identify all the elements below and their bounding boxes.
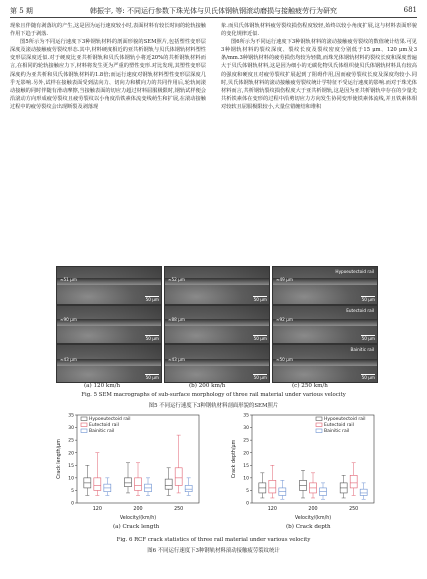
depth-label: ≈90 μm: [60, 317, 77, 322]
x-tick-label: 120: [267, 507, 277, 512]
rail-type-label: Eutectoid rail: [346, 308, 374, 313]
box-body: [125, 478, 132, 487]
issue-label: 第 5 期: [10, 7, 33, 15]
legend-swatch: [316, 429, 322, 433]
running-title: 韩振宇, 等: 不同运行参数下珠光体与贝氏体钢轨钢滚动磨损与接触疲劳行为研究: [89, 7, 338, 15]
sem-panel: [272, 344, 378, 383]
fig5-subcaption-c: (c) 250 km/h: [292, 383, 328, 389]
legend-label: Bainitic rail: [89, 429, 115, 434]
fig5-subcaption-b: (b) 200 km/h: [189, 383, 226, 389]
box-body: [269, 480, 276, 493]
y-axis-label: Crack depth/μm: [232, 439, 237, 479]
scale-label: 50 μm: [145, 375, 159, 380]
scale-label: 50 μm: [361, 297, 375, 302]
fig5-caption-en: Fig. 5 SEM macrographs of sub-surface morphology of three rail material under various velocity: [81, 392, 346, 398]
paragraph: 象.而贝氏体钢轨材料疲劳裂纹损伤程度较轻,始终以较小角度扩展,这与材料表面形貌的变化规律近似.: [221, 23, 417, 38]
legend-swatch: [316, 423, 322, 427]
sem-panel: [56, 305, 162, 344]
scale-label: 50 μm: [361, 336, 375, 341]
x-tick-label: 200: [133, 507, 143, 512]
x-tick-label: 250: [349, 507, 359, 512]
y-tick-label: 35: [68, 413, 74, 419]
x-tick-label: 200: [308, 507, 318, 512]
paragraph: 图5所示为不同运行速度下3种钢轨材料的剖面形貌的SEM照片,包括塑性变形层深度及滚动接触疲劳裂纹形态.其中,材料硬度相近的亚共析钢轨与贝氏体钢轨材料塑性变形层深度近似.对于硬度比亚共析钢轨和贝氏体钢轨小将近20%的共析钢轨材料而言,在相同的轮轨接触应力下,材料将发生更为严重的塑性变形.对比发现,其塑性变形层深度约为亚共析和贝氏体钢轨材料的1.8倍;而运行速度对钢轨材料塑性变形层深度几乎无影响.另外,试样在接触表面受到法向力、切向力和横向力的共同作用后,轮轨间滚动接触的同时伴随有滑动摩擦,当接触表面的切应力超过材料屈服极限时,钢轨试样便会沿滚动方向形成疲劳裂纹且疲劳裂纹以小角度沿铁素体流变线萌生和扩展,在滚动接触过程中的疲劳裂纹会出现断裂及剥落现: [10, 39, 206, 110]
depth-label: ≈52 μm: [168, 277, 185, 282]
y-tick-label: 15: [68, 463, 74, 469]
box-body: [360, 489, 367, 495]
depth-label: ≈50 μm: [276, 357, 293, 362]
right-column: [221, 22, 417, 111]
x-axis-label: Velocity/(km/h): [294, 516, 332, 521]
sem-panel: [56, 344, 162, 383]
fig5-subcaption-a: (a) 120 km/h: [84, 383, 121, 389]
legend-swatch: [81, 417, 87, 421]
legend-label: Hypoeutectoid rail: [89, 417, 131, 422]
depth-label: ≈51 μm: [60, 277, 77, 282]
legend-label: Eutectoid rail: [324, 423, 354, 428]
left-column: [10, 22, 206, 111]
y-axis-label: Crack length/μm: [57, 439, 62, 479]
legend-label: Hypoeutectoid rail: [324, 417, 366, 422]
rail-type-label: Bainitic rail: [350, 347, 374, 352]
depth-label: ≈88 μm: [168, 317, 185, 322]
sem-panel: [164, 305, 270, 344]
page-number: 681: [403, 6, 417, 14]
depth-label: ≈92 μm: [276, 317, 293, 322]
y-tick-label: 30: [68, 426, 74, 432]
y-tick-label: 25: [68, 438, 74, 444]
x-axis-label: Velocity/(km/h): [119, 516, 157, 521]
y-tick-label: 0: [246, 501, 249, 507]
y-tick-label: 20: [68, 451, 74, 457]
scale-label: 50 μm: [253, 375, 267, 380]
scale-label: 50 μm: [361, 375, 375, 380]
sem-panel: [56, 266, 162, 305]
y-tick-label: 20: [243, 451, 249, 457]
x-tick-label: 250: [174, 507, 184, 512]
crack-length-chart: [55, 411, 205, 523]
legend-swatch: [81, 429, 87, 433]
legend-swatch: [316, 417, 322, 421]
sem-panel: [272, 266, 378, 305]
fig6-subcaption-b: (b) Crack depth: [286, 524, 331, 530]
scale-label: 50 μm: [145, 336, 159, 341]
box-body: [175, 468, 182, 486]
legend-label: Eutectoid rail: [89, 423, 119, 428]
sem-panel: [164, 266, 270, 305]
fig6-caption-cn: 图6 不同运行速度下3种钢轨材料滚动接触疲劳裂纹统计: [147, 548, 280, 554]
y-tick-label: 0: [71, 501, 74, 507]
rail-type-label: Hypoeutectoid rail: [335, 269, 374, 274]
box-body: [135, 478, 142, 491]
depth-label: ≈43 μm: [168, 357, 185, 362]
legend-swatch: [81, 423, 87, 427]
y-tick-label: 10: [68, 476, 74, 482]
y-tick-label: 35: [243, 413, 249, 419]
y-tick-label: 15: [243, 463, 249, 469]
header-rule: [10, 17, 417, 18]
box-body: [350, 475, 357, 488]
depth-label: ≈49 μm: [276, 277, 293, 282]
y-tick-label: 30: [243, 426, 249, 432]
y-tick-label: 10: [243, 476, 249, 482]
scale-label: 50 μm: [253, 297, 267, 302]
legend-label: Bainitic rail: [324, 429, 350, 434]
y-tick-label: 5: [246, 489, 249, 495]
scale-label: 50 μm: [145, 297, 159, 302]
paragraph: 图6所示为不同运行速度下3种钢轨材料的滚动接触疲劳裂纹的数值统计结果.可见3种钢轨材料的裂纹深度、裂纹长度及裂纹密度分别低于15 μm、120 μm及3条/mm.3种钢轨材料的疲劳损伤均较为轻微,而珠光体钢轨材料的裂纹长度和深度普遍大于贝氏体钢轨材料,这是因为细小的无碳化物贝氏体组织使贝氏体钢轨材料具有较高的强度和硬度且对疲劳裂纹扩展起到了阻碍作用,因而疲劳裂纹长度及深度均较小.同时,贝氏体钢轨材料的滚动接触疲劳裂纹统计学特征不受运行速度的影响.而对于珠光体材料而言,共析钢轨裂纹损伤程度大于亚共析钢轨,这是因为亚共析钢轨中存在的少量先共析铁素体在变形的过程中沿剪切应力方向发生协同变形使铁素体流线,并且铁素体相对较软且屈服极限较小,大量位错缠结和堆积: [221, 39, 417, 110]
fig6-caption-en: Fig. 6 RCF crack statistics of three rail material under various velocity: [116, 537, 311, 543]
y-tick-label: 25: [243, 438, 249, 444]
box-body: [165, 479, 172, 489]
fig6-subcaption-a: (a) Crack length: [113, 524, 160, 530]
box-body: [94, 478, 101, 491]
depth-label: ≈43 μm: [60, 357, 77, 362]
sem-panel: [164, 344, 270, 383]
box-body: [185, 485, 192, 491]
sem-panel: [272, 305, 378, 344]
figure-5: [56, 266, 376, 382]
paragraph: 现象且伴随有剥落坑的产生,这是因为运行速度较小时,表面材料有较长时间的轮轨接触作用下趋于剥落.: [10, 23, 206, 38]
x-tick-label: 120: [92, 507, 102, 512]
y-tick-label: 5: [71, 489, 74, 495]
scale-label: 50 μm: [253, 336, 267, 341]
crack-depth-chart: [230, 411, 380, 523]
fig5-caption-cn: 图5 不同运行速度下3种钢轨材料剖面形貌的SEM照片: [148, 403, 279, 409]
